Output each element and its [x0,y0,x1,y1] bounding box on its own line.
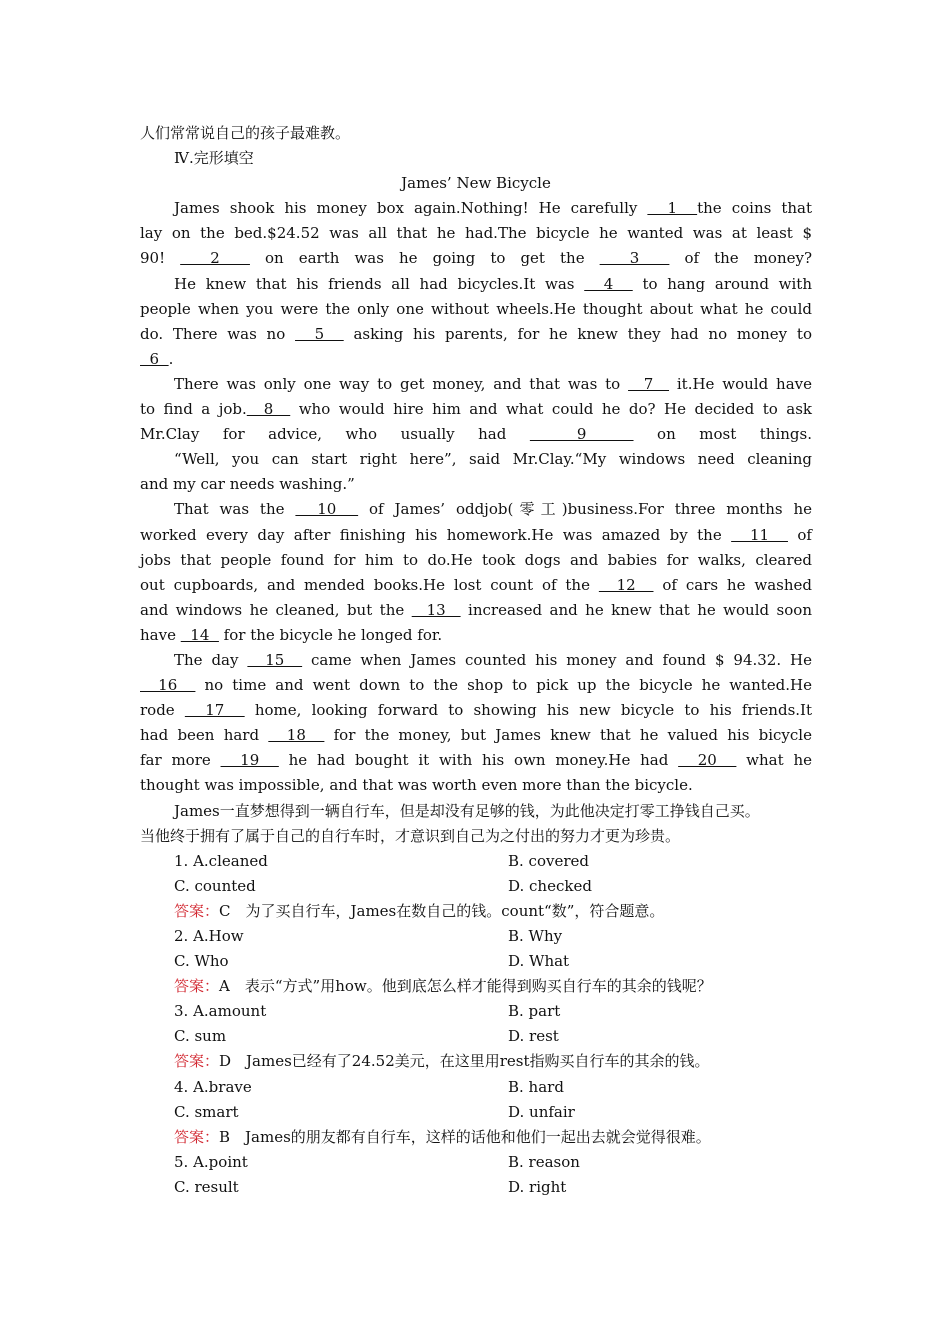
passage-line [140,548,812,573]
passage-line [140,673,812,698]
answer-key: A [219,977,230,996]
option-a: 1. A.cleaned [174,851,268,870]
passage-line [140,748,812,773]
blank-number: 15 [247,650,303,669]
option-d: D. right [508,1177,567,1196]
passage-line [140,272,812,297]
option-c: C. Who [174,952,229,971]
passage-text: on earth was he going to get the [249,249,600,268]
intro-tail: 人们常常说自己的孩子最难教。 [140,124,351,142]
passage-text: of James’ oddjob(零工)business.For three months he [358,500,812,519]
passage-line [140,422,812,447]
passage-text: and windows he cleaned, but the [140,600,412,619]
passage-line [140,397,812,422]
passage-text: That was the [174,500,296,519]
passage-line [140,698,812,723]
option-row [140,1024,812,1049]
answer-line [140,899,812,924]
option-d: D. unfair [508,1102,575,1121]
blank-number: 4 [584,274,633,293]
option-c: C. counted [174,876,256,895]
option-d: D. checked [508,876,592,895]
passage-title: James’ New Bicycle [401,174,551,193]
passage-line [140,447,812,472]
passage-line [140,196,812,221]
answer-label: 答案： [174,977,220,996]
blank-number: 3 [599,249,670,268]
option-row [140,1100,812,1125]
summary-line: 当他终于拥有了属于自己的自行车时，才意识到自己为之付出的努力才更为珍贵。 [140,826,681,845]
passage-text: worked every day after finishing his homework.He was amazed by the [140,525,732,544]
blank-number: 16 [140,676,196,695]
blank-number: 13 [411,600,461,619]
blank-number: 11 [731,525,788,544]
blank-number: 2 [180,249,250,268]
blank-number: 17 [184,701,245,720]
blank-number: 6 [140,349,169,368]
answer-key: D [219,1052,232,1071]
passage-text: for the bicycle he longed for. [218,625,443,644]
passage-text: came when James counted his money and found $ 94.32. He [302,650,812,669]
option-a: 3. A.amount [174,1002,267,1021]
blank-number: 10 [295,500,359,519]
option-b: B. part [508,1002,561,1021]
option-c: C. result [174,1177,239,1196]
answer-explanation: 为了买自行车，James在数自己的钱。count“数”，符合题意。 [230,901,665,920]
passage-text: to hang around with [632,274,812,293]
passage-text: lay on the bed.$24.52 was all that he had.The bicycle he wanted was at least $ [140,224,812,243]
passage-text: 90! [140,249,181,268]
answer-explanation: James的朋友都有自行车，这样的话他和他们一起出去就会觉得很难。 [230,1127,711,1146]
option-a: 4. A.brave [174,1077,252,1096]
option-a: 2. A.How [174,927,244,945]
passage-text: and my car needs washing.” [140,475,355,494]
blank-number: 9 [529,425,634,444]
passage-text: rode [140,701,185,720]
passage-line [140,246,812,271]
passage-line [140,497,812,522]
passage-text: have [140,625,181,644]
answer-explanation: 表示“方式”用how。他到底怎么样才能得到购买自行车的其余的钱呢？ [229,977,712,996]
passage-text: of the money? [669,249,813,268]
blank-number: 1 [647,199,698,218]
blank-number: 19 [220,751,279,770]
passage-text: Mr.Clay for advice, who usually had [140,425,530,444]
blank-number: 7 [628,374,670,393]
passage-line [140,723,812,748]
passage-text: asking his parents, for he knew they had no money to [343,324,812,343]
passage-summary [140,799,812,849]
option-b: B. Why [508,927,563,945]
option-row [140,849,812,874]
answer-key: B [219,1127,231,1146]
option-d: D. What [508,952,570,971]
passage-text: The day [174,650,248,669]
passage-line [140,648,812,673]
passage-line [140,297,812,322]
passage-text: home, looking forward to showing his new bicycle to his friends.It [244,701,812,720]
passage-text: for the money, but James knew that he valued his bicycle [324,726,812,745]
passage-text: people when you were the only one without wheels.He thought about what he could [140,299,812,318]
option-row [140,1075,812,1100]
blank-number: 8 [246,400,291,419]
passage-line [140,322,812,347]
passage-text: to find a job. [140,400,247,419]
passage-text: There was only one way to get money, and that was to [174,374,629,393]
blank-number: 14 [180,625,219,644]
passage-text: jobs that people found for him to do.He took dogs and babies for walks, cleared [140,550,812,569]
answer-line [140,974,812,999]
passage-text: far more [140,751,221,770]
answer-line [140,1125,812,1150]
passage-line [140,523,812,548]
passage-line [140,573,812,598]
question-list [140,849,812,1200]
passage-line [140,347,812,372]
passage-text: of [787,525,812,544]
passage-text: no time and went down to the shop to pick up the bicycle he wanted.He [195,676,812,695]
passage-text: what he [736,751,812,770]
passage-line [140,773,812,798]
passage-text: of cars he washed [653,575,812,594]
answer-explanation: James已经有了24.52美元，在这里用rest指购买自行车的其余的钱。 [231,1052,710,1071]
blank-number: 5 [295,324,344,343]
passage [140,196,812,798]
passage-line [140,623,812,648]
answer-label: 答案： [174,1052,220,1071]
passage-text: the coins that [697,199,813,218]
summary-line: James一直梦想得到一辆自行车，但是却没有足够的钱，为此他决定打零工挣钱自己买。 [174,801,760,820]
section-heading: Ⅳ.完形填空 [174,149,254,168]
option-b: B. covered [508,851,589,870]
option-row [140,1150,812,1175]
option-a: 5. A.point [174,1152,248,1171]
option-c: C. sum [174,1027,227,1046]
blank-number: 12 [598,575,654,594]
option-b: B. reason [508,1152,580,1171]
option-d: D. rest [508,1027,559,1046]
option-row [140,1175,812,1200]
answer-label: 答案： [174,901,220,920]
blank-number: 20 [678,751,737,770]
passage-text: . [168,349,174,368]
option-row [140,874,812,899]
option-row [140,924,812,949]
passage-text: thought was impossible, and that was worth even more than the bicycle. [140,776,693,795]
option-row [140,949,812,974]
passage-text: it.He would have [669,374,812,393]
passage-text: “Well, you can start right here”, said Mr.Clay.“My windows need cleaning [174,450,812,469]
answer-line [140,1049,812,1074]
blank-number: 18 [268,726,325,745]
passage-text: had been hard [140,726,269,745]
passage-text: do. There was no [140,324,296,343]
passage-text: He knew that his friends all had bicycles.It was [174,274,585,293]
passage-line [140,472,812,497]
passage-line [140,372,812,397]
passage-text: he had bought it with his own money.He had [278,751,679,770]
option-c: C. smart [174,1102,239,1121]
option-row [140,999,812,1024]
option-b: B. hard [508,1077,564,1096]
passage-text: on most things. [633,425,812,444]
answer-key: C [219,901,231,920]
passage-text: James shook his money box again.Nothing! He carefully [174,199,648,218]
passage-text: increased and he knew that he would soon [460,600,812,619]
passage-line [140,221,812,246]
passage-line [140,598,812,623]
answer-label: 答案： [174,1127,220,1146]
passage-text: who would hire him and what could he do? He decided to ask [290,400,812,419]
document-page [140,121,812,1200]
passage-text: out cupboards, and mended books.He lost count of the [140,575,599,594]
